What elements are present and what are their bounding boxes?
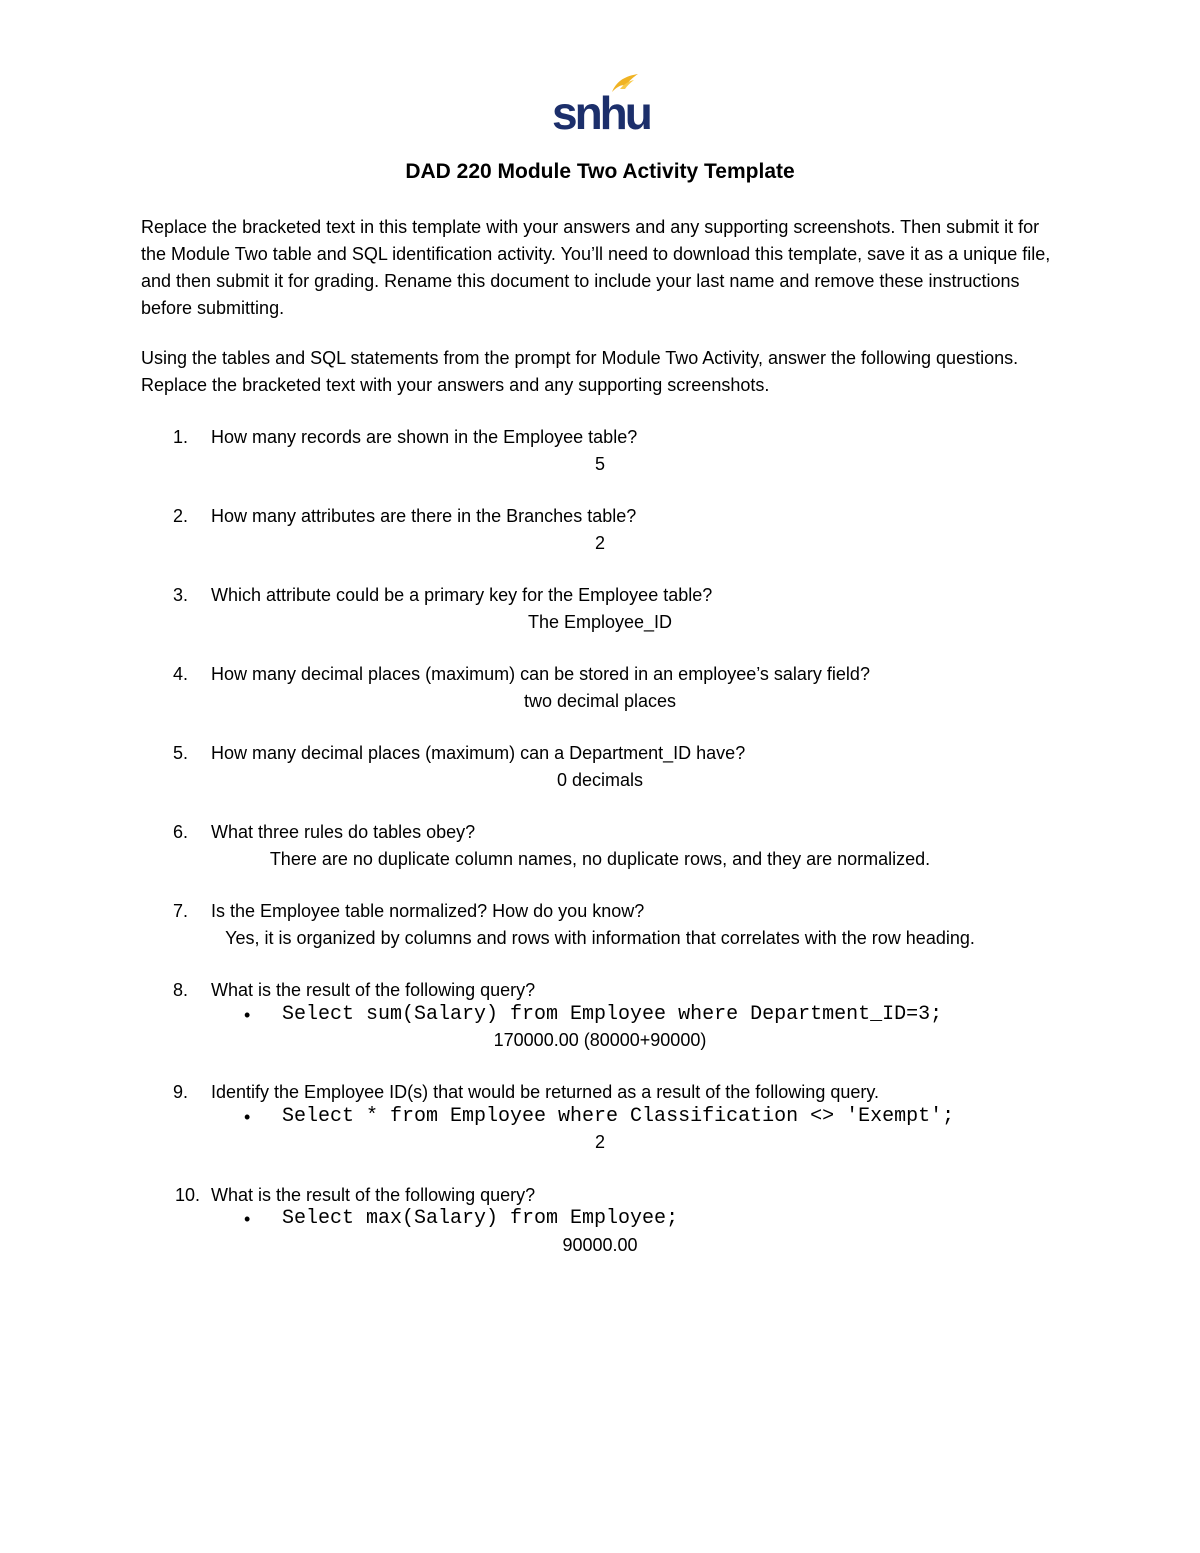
question-text: Identify the Employee ID(s) that would be returned as a result of the following query. <box>211 1082 880 1102</box>
answer-10: 90000.00 <box>562 1235 638 1255</box>
question-text: Which attribute could be a primary key for the Employee table? <box>211 585 713 605</box>
bullet-icon: • <box>244 1005 251 1025</box>
question-number: 6. <box>173 822 189 842</box>
question-text: How many decimal places (maximum) can a Department_ID have? <box>211 743 746 763</box>
question-number: 8. <box>173 980 189 1000</box>
page-title: DAD 220 Module Two Activity Template <box>405 160 795 183</box>
question-number: 7. <box>173 901 189 921</box>
intro-paragraph-2: Using the tables and SQL statements from the prompt for Module Two Activity, answer the following questions. Replace the bracketed text with your answers and any supporting screenshots. <box>141 348 1019 395</box>
question-text: What is the result of the following query? <box>211 1185 536 1205</box>
answer-1: 5 <box>594 454 605 474</box>
question-number: 9. <box>173 1082 189 1102</box>
answer-7: Yes, it is organized by columns and rows with information that correlates with the row heading. <box>225 928 975 948</box>
answer-3: The Employee_ID <box>527 612 673 632</box>
question-number: 3. <box>173 585 189 605</box>
question-text: How many decimal places (maximum) can be stored in an employee’s salary field? <box>211 664 870 684</box>
sql-query: Select sum(Salary) from Employee where Department_ID=3; <box>282 1003 943 1026</box>
answer-6: There are no duplicate column names, no duplicate rows, and they are normalized. <box>269 849 931 869</box>
logo-wordmark: snhu <box>552 87 650 139</box>
question-text: How many records are shown in the Employee table? <box>211 427 638 447</box>
answer-4: two decimal places <box>523 691 677 711</box>
question-text: What three rules do tables obey? <box>211 822 476 842</box>
question-text: Is the Employee table normalized? How do you know? <box>211 901 645 921</box>
answer-9: 2 <box>594 1132 605 1152</box>
bullet-icon: • <box>244 1209 251 1229</box>
question-number: 2. <box>173 506 189 526</box>
answer-8: 170000.00 (80000+90000) <box>493 1030 707 1050</box>
snhu-logo <box>552 70 650 139</box>
question-text: What is the result of the following query? <box>211 980 536 1000</box>
question-text: How many attributes are there in the Branches table? <box>211 506 637 526</box>
question-number: 10. <box>175 1185 201 1205</box>
intro-paragraph-1: Replace the bracketed text in this template with your answers and any supporting screenshots. Then submit it for the Module Two table and SQL identification activity. You’ll need to download this template, save it as a unique file, and then submit it for grading. Rename this document to include your last name and remove these instructions before submitting. <box>141 217 1051 318</box>
sql-query: Select * from Employee where Classification <> 'Exempt'; <box>282 1105 955 1128</box>
question-number: 5. <box>173 743 189 763</box>
question-number: 4. <box>173 664 189 684</box>
bullet-icon: • <box>244 1107 251 1127</box>
answer-2: 2 <box>594 533 605 553</box>
answer-5: 0 decimals <box>556 770 644 790</box>
question-number: 1. <box>173 427 189 447</box>
sql-query: Select max(Salary) from Employee; <box>282 1207 679 1230</box>
